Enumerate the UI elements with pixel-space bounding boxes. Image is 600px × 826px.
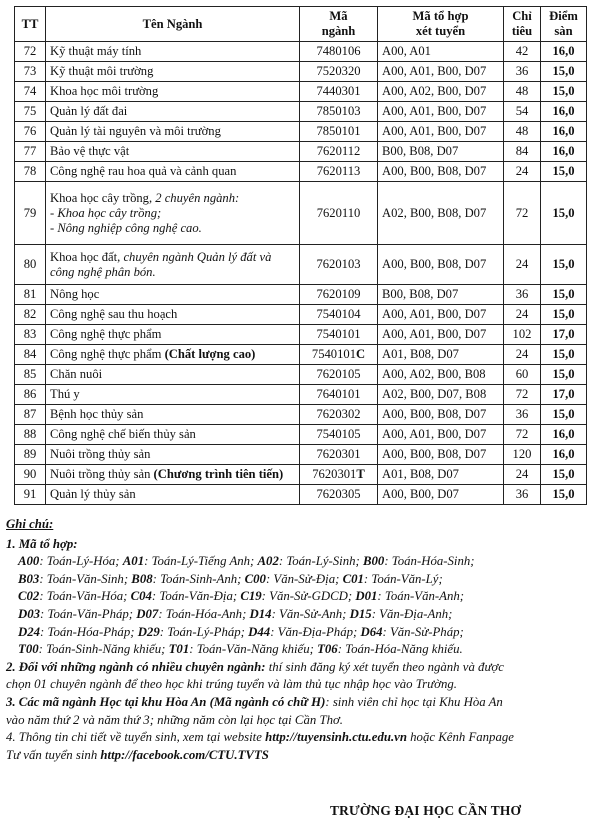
- min-score: 15,0: [541, 62, 587, 82]
- combo-codes: A02, B00, B08, D07: [378, 182, 504, 245]
- major-code: 7540101C: [300, 345, 378, 365]
- table-row: [15, 325, 587, 345]
- combo-codes: A00, B00, B08, D07: [378, 405, 504, 425]
- combo-legend-line: C02: Toán-Văn-Hóa; C04: Toán-Văn-Địa; C19: Văn-Sử-GDCD; D01: Toán-Văn-Anh;: [18, 589, 465, 604]
- major-code: 7620301: [300, 445, 378, 465]
- row-number: 80: [15, 245, 46, 285]
- major-code: 7540101: [300, 325, 378, 345]
- combo-legend-line: T00: Toán-Sinh-Năng khiếu; T01: Toán-Văn-Năng khiếu; T06: Toán-Hóa-Năng khiếu.: [18, 642, 463, 657]
- combo-codes: A00, A01, B00, D07: [378, 102, 504, 122]
- quota: 24: [504, 245, 541, 285]
- major-name: Khoa học đất, chuyên ngành Quản lý đất và công nghệ phân bón.: [46, 245, 300, 285]
- major-name: Nuôi trồng thủy sản: [46, 445, 300, 465]
- table-row: [15, 385, 587, 405]
- note-2: 2. Đối với những ngành có nhiều chuyên ngành: thí sinh đăng ký xét tuyển theo ngành và được chọn 01 chuyên ngành để theo học khi trúng tuyển và làm thủ tục nhập học vào Trường.: [6, 659, 504, 692]
- min-score: 16,0: [541, 445, 587, 465]
- major-code: 7540104: [300, 305, 378, 325]
- min-score: 15,0: [541, 285, 587, 305]
- major-name: Công nghệ chế biến thủy sản: [46, 425, 300, 445]
- combo-codes: A00, A01, B00, D07: [378, 305, 504, 325]
- major-code: 7850103: [300, 102, 378, 122]
- major-name: Quản lý tài nguyên và môi trường: [46, 122, 300, 142]
- admissions-table: [14, 6, 587, 505]
- quota: 36: [504, 405, 541, 425]
- combo-codes: B00, B08, D07: [378, 285, 504, 305]
- major-code: 7540105: [300, 425, 378, 445]
- table-row: [15, 42, 587, 62]
- row-number: 76: [15, 122, 46, 142]
- row-number: 72: [15, 42, 46, 62]
- quota: 72: [504, 425, 541, 445]
- row-number: 77: [15, 142, 46, 162]
- combo-codes: A00, B00, D07: [378, 485, 504, 505]
- major-name: Nuôi trồng thủy sản (Chương trình tiên tiến): [46, 465, 300, 485]
- quota: 84: [504, 142, 541, 162]
- table-row: [15, 465, 587, 485]
- quota: 102: [504, 325, 541, 345]
- table-row: [15, 82, 587, 102]
- min-score: 16,0: [541, 122, 587, 142]
- major-code: 7620305: [300, 485, 378, 505]
- row-number: 85: [15, 365, 46, 385]
- min-score: 17,0: [541, 325, 587, 345]
- table-row: [15, 162, 587, 182]
- row-number: 81: [15, 285, 46, 305]
- combo-codes: A00, A01, B00, D07: [378, 62, 504, 82]
- website-link[interactable]: http://tuyensinh.ctu.edu.vn: [265, 730, 407, 745]
- row-number: 89: [15, 445, 46, 465]
- major-name: Quản lý thủy sản: [46, 485, 300, 505]
- min-score: 16,0: [541, 42, 587, 62]
- notes-title: Ghi chú:: [6, 517, 54, 531]
- major-code: 7620302: [300, 405, 378, 425]
- quota: 72: [504, 385, 541, 405]
- header-min-score: Điểm sàn: [541, 7, 587, 42]
- min-score: 15,0: [541, 162, 587, 182]
- quota: 120: [504, 445, 541, 465]
- table-row: [15, 62, 587, 82]
- combo-codes: A00, B00, B08, D07: [378, 245, 504, 285]
- combo-codes: A01, B08, D07: [378, 345, 504, 365]
- table-row: [15, 425, 587, 445]
- table-row: [15, 305, 587, 325]
- quota: 48: [504, 82, 541, 102]
- combo-codes: A00, A02, B00, D07: [378, 82, 504, 102]
- note-4: 4. Thông tin chi tiết về tuyển sinh, xem tại website http://tuyensinh.ctu.edu.vn hoặc Kênh Fanpage Tư vấn tuyển sinh http://facebook.com/CTU.TVTS: [6, 730, 514, 762]
- combo-legend-line: A00: Toán-Lý-Hóa; A01: Toán-Lý-Tiếng Anh; A02: Toán-Lý-Sinh; B00: Toán-Hóa-Sinh;: [18, 554, 475, 569]
- quota: 36: [504, 62, 541, 82]
- university-signature: TRƯỜNG ĐẠI HỌC CẦN THƠ: [330, 803, 522, 818]
- header-tt: TT: [15, 7, 46, 42]
- major-code: 7440301: [300, 82, 378, 102]
- combo-codes: A00, A02, B00, B08: [378, 365, 504, 385]
- combo-codes: A01, B08, D07: [378, 465, 504, 485]
- row-number: 84: [15, 345, 46, 365]
- quota: 24: [504, 345, 541, 365]
- combo-legend: [6, 553, 596, 659]
- min-score: 15,0: [541, 405, 587, 425]
- quota: 72: [504, 182, 541, 245]
- combo-legend-line: D24: Toán-Hóa-Pháp; D29: Toán-Lý-Pháp; D44: Văn-Địa-Pháp; D64: Văn-Sử-Pháp;: [18, 624, 464, 639]
- row-number: 91: [15, 485, 46, 505]
- row-number: 73: [15, 62, 46, 82]
- table-row: [15, 445, 587, 465]
- major-code: 7620105: [300, 365, 378, 385]
- major-name: Công nghệ thực phẩm (Chất lượng cao): [46, 345, 300, 365]
- row-number: 79: [15, 182, 46, 245]
- notes-section: [6, 516, 596, 764]
- major-code: 7620113: [300, 162, 378, 182]
- combo-codes: A00, B00, B08, D07: [378, 445, 504, 465]
- major-name: Chăn nuôi: [46, 365, 300, 385]
- row-number: 86: [15, 385, 46, 405]
- quota: 48: [504, 122, 541, 142]
- row-number: 75: [15, 102, 46, 122]
- min-score: 15,0: [541, 82, 587, 102]
- quota: 42: [504, 42, 541, 62]
- note-3: 3. Các mã ngành Học tại khu Hòa An (Mã ngành có chữ H): sinh viên chỉ học tại Khu Hòa An vào năm thứ 2 và năm thứ 3; những năm còn lại học tại Cần Thơ.: [6, 694, 503, 727]
- major-name: Công nghệ thực phẩm: [46, 325, 300, 345]
- min-score: 15,0: [541, 365, 587, 385]
- table-header-row: [15, 7, 587, 42]
- table-row: [15, 405, 587, 425]
- major-name: Thú y: [46, 385, 300, 405]
- table-row: [15, 365, 587, 385]
- major-code: 7620109: [300, 285, 378, 305]
- major-code: 7620112: [300, 142, 378, 162]
- combo-codes: A02, B00, D07, B08: [378, 385, 504, 405]
- header-major-name: Tên Ngành: [46, 7, 300, 42]
- min-score: 15,0: [541, 485, 587, 505]
- min-score: 16,0: [541, 425, 587, 445]
- quota: 24: [504, 305, 541, 325]
- combo-codes: A00, A01, B00, D07: [378, 122, 504, 142]
- major-name: Kỹ thuật máy tính: [46, 42, 300, 62]
- major-name: Bảo vệ thực vật: [46, 142, 300, 162]
- min-score: 15,0: [541, 345, 587, 365]
- combo-codes: A00, A01: [378, 42, 504, 62]
- major-name: Nông học: [46, 285, 300, 305]
- min-score: 15,0: [541, 305, 587, 325]
- major-code: 7620103: [300, 245, 378, 285]
- major-name: Kỹ thuật môi trường: [46, 62, 300, 82]
- table-row: [15, 285, 587, 305]
- major-name: Quản lý đất đai: [46, 102, 300, 122]
- quota: 54: [504, 102, 541, 122]
- row-number: 87: [15, 405, 46, 425]
- min-score: 15,0: [541, 245, 587, 285]
- major-code: 7620301T: [300, 465, 378, 485]
- combo-codes: A00, B00, B08, D07: [378, 162, 504, 182]
- row-number: 88: [15, 425, 46, 445]
- table-row: [15, 345, 587, 365]
- row-number: 74: [15, 82, 46, 102]
- major-code: 7640101: [300, 385, 378, 405]
- combo-legend-line: D03: Toán-Văn-Pháp; D07: Toán-Hóa-Anh; D14: Văn-Sử-Anh; D15: Văn-Địa-Anh;: [18, 606, 453, 621]
- quota: 60: [504, 365, 541, 385]
- combo-codes: A00, A01, B00, D07: [378, 325, 504, 345]
- major-name: Bệnh học thủy sản: [46, 405, 300, 425]
- combo-codes: B00, B08, D07: [378, 142, 504, 162]
- header-quota: Chỉ tiêu: [504, 7, 541, 42]
- row-number: 83: [15, 325, 46, 345]
- table-row: [15, 102, 587, 122]
- combo-codes: A00, A01, B00, D07: [378, 425, 504, 445]
- quota: 36: [504, 285, 541, 305]
- table-row: [15, 182, 587, 245]
- note-1-heading: 1. Mã tổ hợp:: [6, 536, 78, 551]
- major-code: 7480106: [300, 42, 378, 62]
- table-row: [15, 142, 587, 162]
- major-name: Khoa học môi trường: [46, 82, 300, 102]
- header-major-code: Mã ngành: [300, 7, 378, 42]
- row-number: 90: [15, 465, 46, 485]
- major-code: 7850101: [300, 122, 378, 142]
- min-score: 16,0: [541, 142, 587, 162]
- table-row: [15, 122, 587, 142]
- table-row: [15, 245, 587, 285]
- major-name: Công nghệ sau thu hoạch: [46, 305, 300, 325]
- row-number: 78: [15, 162, 46, 182]
- quota: 36: [504, 485, 541, 505]
- min-score: 15,0: [541, 465, 587, 485]
- min-score: 17,0: [541, 385, 587, 405]
- facebook-link[interactable]: http://facebook.com/CTU.TVTS: [100, 747, 269, 762]
- major-code: 7520320: [300, 62, 378, 82]
- row-number: 82: [15, 305, 46, 325]
- min-score: 15,0: [541, 182, 587, 245]
- table-row: [15, 485, 587, 505]
- major-name: Khoa học cây trồng, 2 chuyên ngành: - Khoa học cây trồng; - Nông nghiệp công nghệ cao.: [46, 182, 300, 245]
- major-code: 7620110: [300, 182, 378, 245]
- quota: 24: [504, 465, 541, 485]
- min-score: 16,0: [541, 102, 587, 122]
- header-combo: Mã tổ hợp xét tuyển: [378, 7, 504, 42]
- major-name: Công nghệ rau hoa quả và cảnh quan: [46, 162, 300, 182]
- quota: 24: [504, 162, 541, 182]
- combo-legend-line: B03: Toán-Văn-Sinh; B08: Toán-Sinh-Anh; C00: Văn-Sử-Địa; C01: Toán-Văn-Lý;: [18, 571, 443, 586]
